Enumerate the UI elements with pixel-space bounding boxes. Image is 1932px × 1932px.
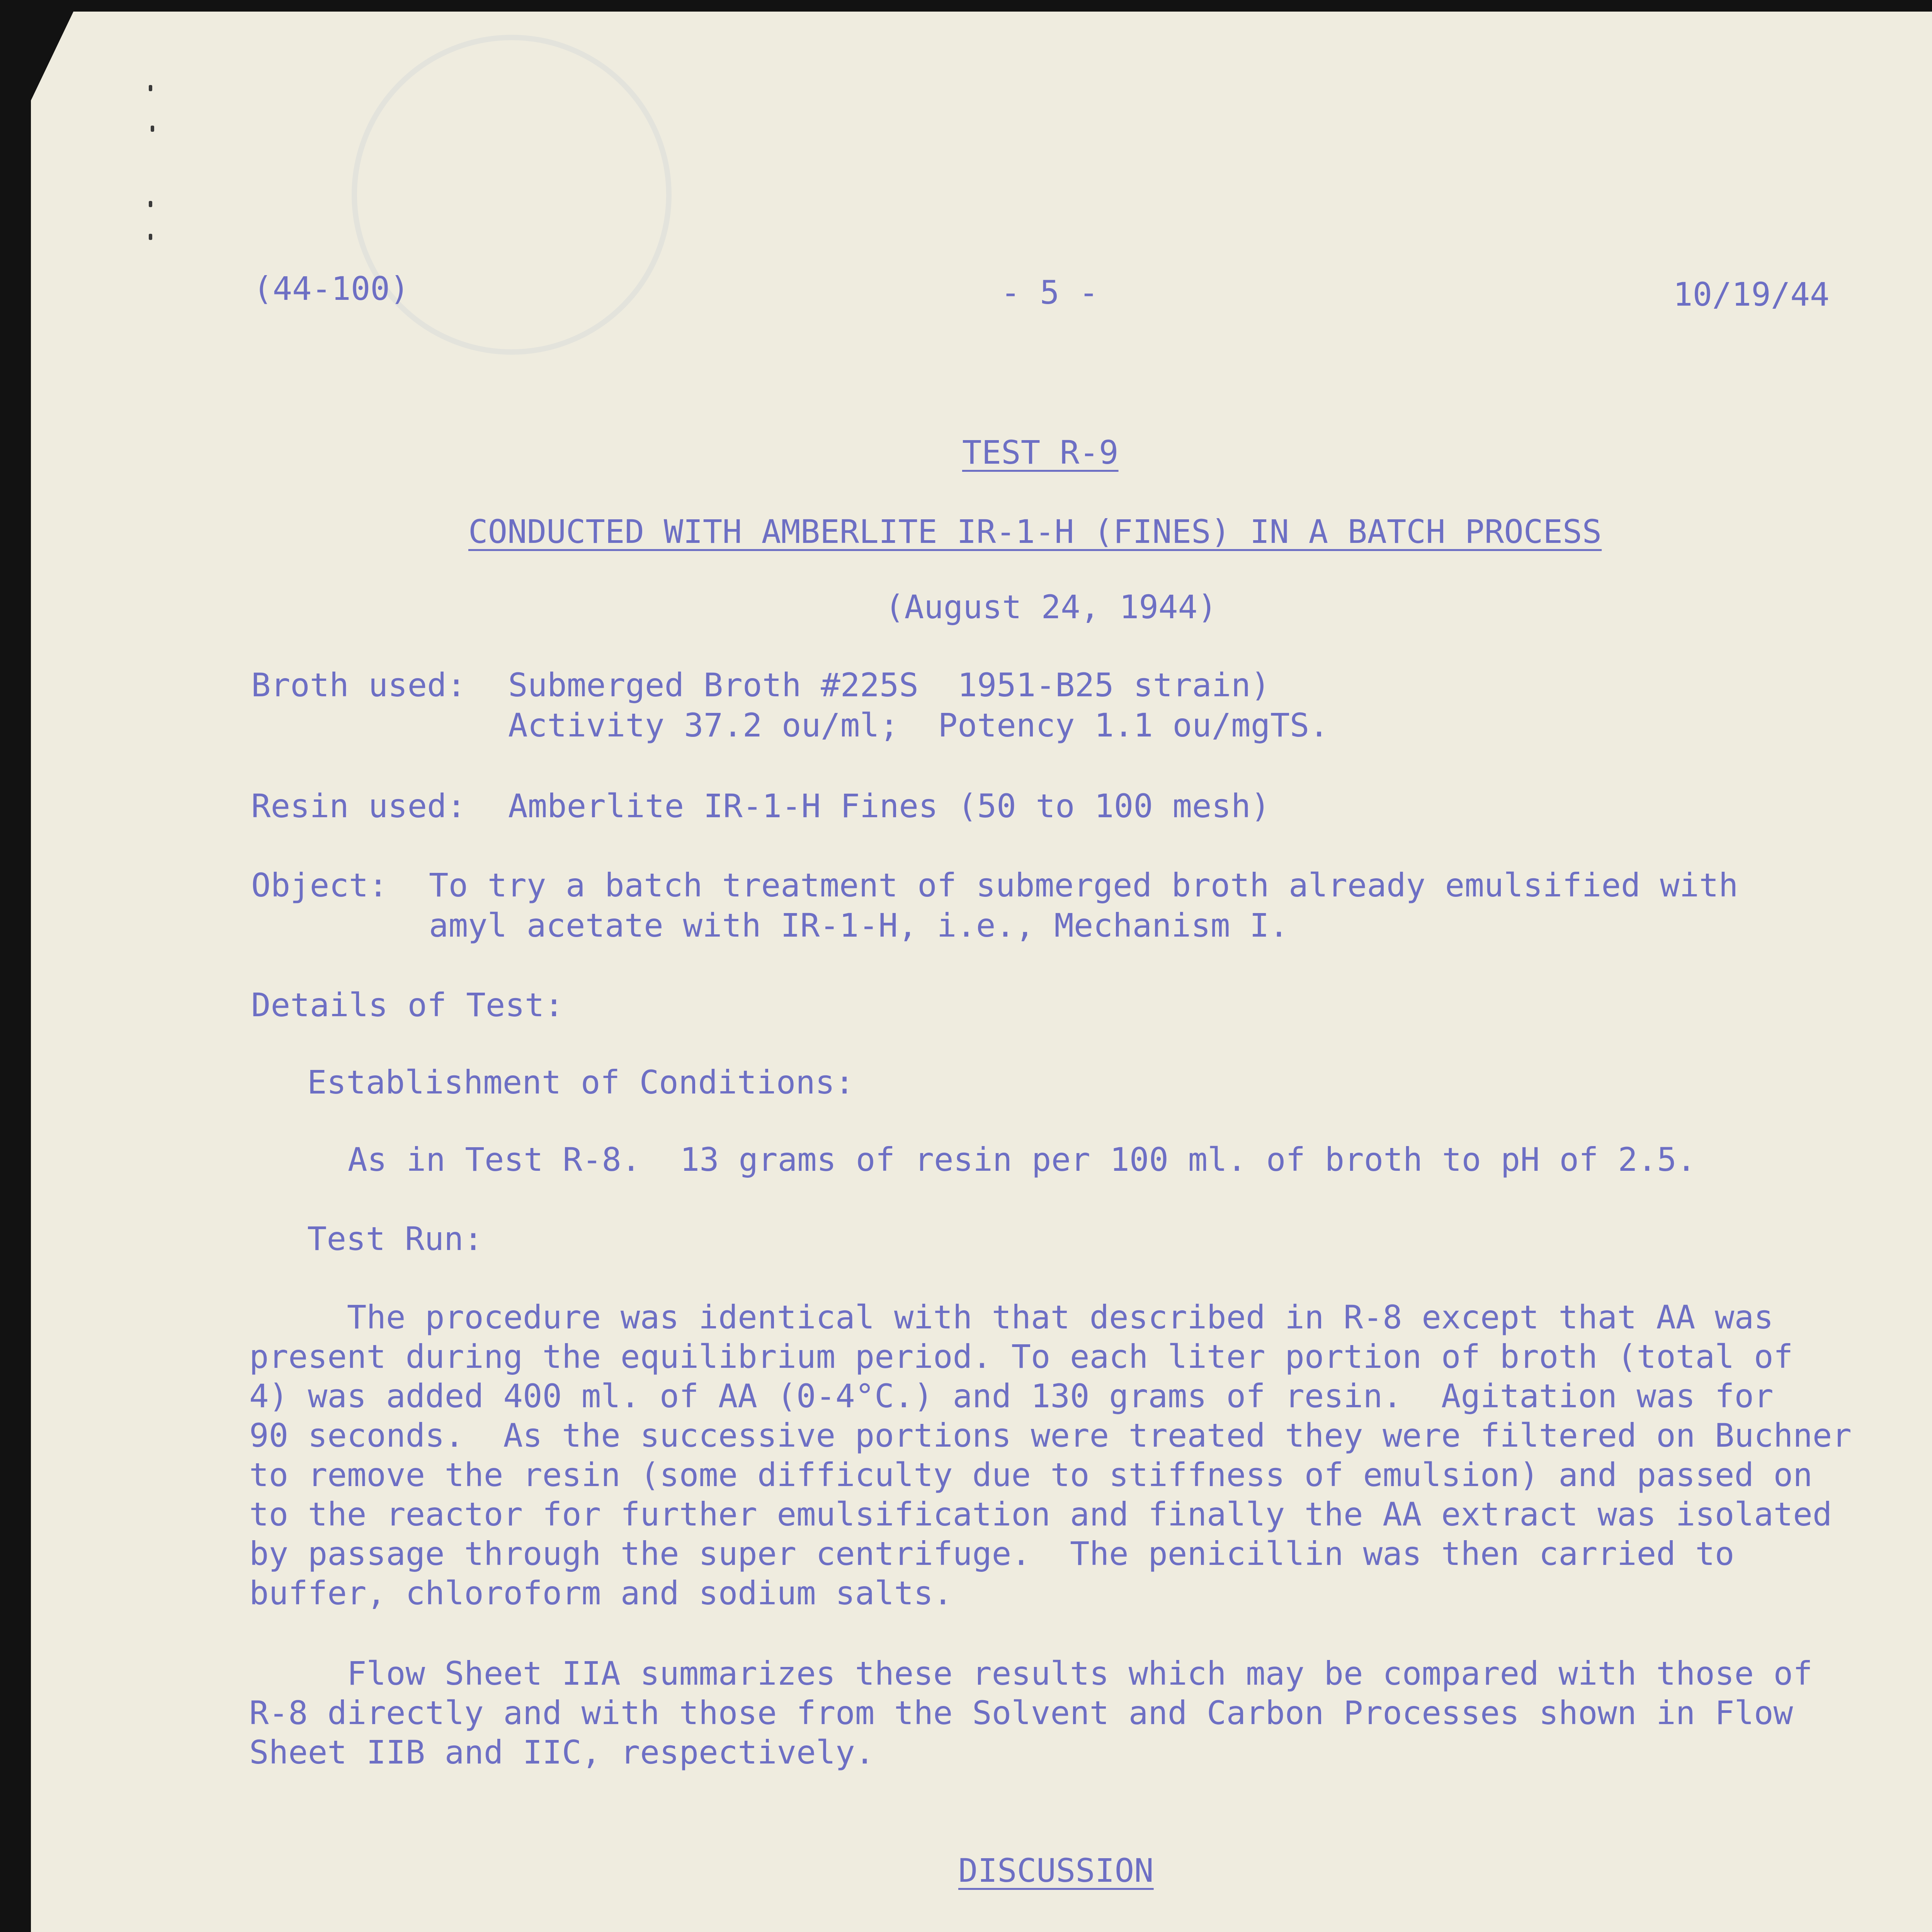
object-label: Object:: [251, 866, 388, 904]
object-line-2: amyl acetate with IR-1-H, i.e., Mechanism I.: [429, 906, 1289, 944]
conditions-text: As in Test R-8. 13 grams of resin per 100 ml. of broth to pH of 2.5.: [348, 1141, 1696, 1179]
document-number: (44-100): [253, 270, 410, 308]
conditions-heading: Establishment of Conditions:: [307, 1063, 855, 1101]
test-run-heading: Test Run:: [307, 1220, 483, 1258]
test-subtitle: CONDUCTED WITH AMBERLITE IR-1-H (FINES) IN A BATCH PROCESS: [468, 513, 1602, 551]
procedure-line: 4) was added 400 ml. of AA (0-4°C.) and 130 grams of resin. Agitation was for: [249, 1377, 1774, 1415]
broth-label: Broth used:: [251, 666, 466, 704]
procedure-line: buffer, chloroform and sodium salts.: [249, 1574, 953, 1612]
procedure-line: present during the equilibrium period. To each liter portion of broth (total of: [249, 1338, 1793, 1376]
details-heading: Details of Test:: [251, 986, 564, 1024]
punch-mark: [149, 201, 152, 207]
page-number: - 5 -: [1001, 274, 1099, 311]
flow-sheet-line: Sheet IIB and IIC, respectively.: [249, 1733, 875, 1771]
discussion-heading: DISCUSSION: [958, 1852, 1154, 1889]
procedure-line: to the reactor for further emulsification and finally the AA extract was isolated: [249, 1495, 1832, 1533]
resin-value: Amberlite IR-1-H Fines (50 to 100 mesh): [508, 787, 1270, 825]
punch-mark: [151, 126, 154, 132]
flow-sheet-line: Flow Sheet IIA summarizes these results which may be compared with those of: [249, 1655, 1813, 1692]
punch-mark: [149, 85, 152, 91]
test-date: (August 24, 1944): [885, 588, 1217, 626]
test-title: TEST R-9: [962, 434, 1119, 471]
procedure-line: 90 seconds. As the successive portions were treated they were filtered on Buchner: [249, 1417, 1852, 1454]
punch-mark: [149, 234, 152, 240]
object-line-1: To try a batch treatment of submerged broth already emulsified with: [429, 866, 1738, 904]
broth-line-1: Submerged Broth #225S 1951-B25 strain): [508, 666, 1270, 704]
procedure-line: by passage through the super centrifuge. The penicillin was then carried to: [249, 1535, 1735, 1573]
procedure-line: to remove the resin (some difficulty due to stiffness of emulsion) and passed on: [249, 1456, 1813, 1494]
broth-line-2: Activity 37.2 ou/ml; Potency 1.1 ou/mgTS.: [508, 706, 1329, 744]
flow-sheet-line: R-8 directly and with those from the Solvent and Carbon Processes shown in Flow: [249, 1694, 1793, 1732]
procedure-line: The procedure was identical with that described in R-8 except that AA was: [249, 1298, 1774, 1336]
document-date: 10/19/44: [1673, 276, 1830, 313]
resin-label: Resin used:: [251, 787, 466, 825]
